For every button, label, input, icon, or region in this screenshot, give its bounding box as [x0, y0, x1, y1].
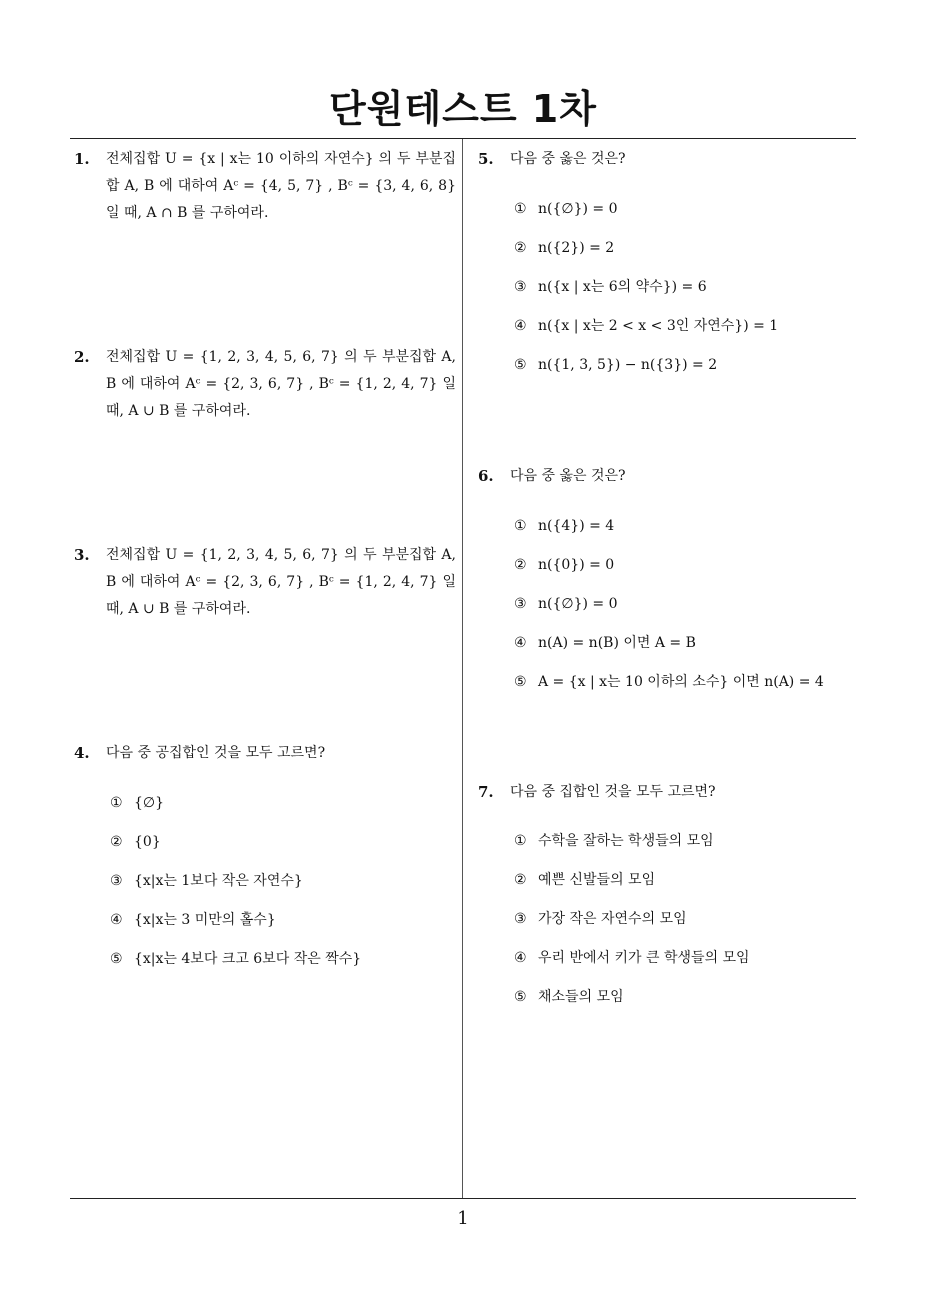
question-number: 4. [74, 744, 90, 762]
question-text: 다음 중 옳은 것은? [510, 151, 626, 167]
question-number: 1. [74, 150, 90, 168]
question-text: 다음 중 집합인 것을 모두 고르면? [510, 784, 716, 800]
option-2[interactable]: ② n({2}) = 2 [514, 240, 615, 256]
top-rule [70, 138, 856, 139]
question-text: 전체집합 U = {x | x는 10 이하의 자연수} 의 두 부분집합 A, B 에 대하여 Aᶜ = {4, 5, 7} , Bᶜ = {3, 4, 6, 8} 일 때, A ∩ B 를 구하여라. [106, 151, 456, 221]
option-2[interactable]: ② 예쁜 신발들의 모임 [514, 872, 656, 888]
page-title: 단원테스트 1차 [329, 87, 597, 131]
option-1[interactable]: ① {∅} [110, 795, 165, 811]
bottom-rule [70, 1198, 856, 1199]
column-divider [462, 139, 463, 1198]
question-text: 전체집합 U = {1, 2, 3, 4, 5, 6, 7} 의 두 부분집합 A, B 에 대하여 Aᶜ = {2, 3, 6, 7} , Bᶜ = {1, 2, 4, 7} 일 때, A ∪ B 를 구하여라. [106, 547, 456, 617]
question-6-options [514, 516, 824, 711]
question-text: 전체집합 U = {1, 2, 3, 4, 5, 6, 7} 의 두 부분집합 A, B 에 대하여 Aᶜ = {2, 3, 6, 7} , Bᶜ = {1, 2, 4, 7} 일 때, A ∪ B 를 구하여라. [106, 349, 456, 419]
option-3[interactable]: ③ 가장 작은 자연수의 모임 [514, 911, 687, 927]
option-1[interactable]: ① n({4}) = 4 [514, 518, 615, 534]
question-7-options [514, 831, 750, 1026]
option-4[interactable]: ④ n({x | x는 2 < x < 3인 자연수}) = 1 [514, 318, 779, 334]
question-number: 5. [478, 150, 494, 168]
option-5[interactable]: ⑤ n({1, 3, 5}) − n({3}) = 2 [514, 357, 718, 373]
option-5[interactable]: ⑤ 채소들의 모임 [514, 989, 624, 1005]
page-number: 1 [457, 1208, 469, 1229]
option-2[interactable]: ② n({0}) = 0 [514, 557, 615, 573]
question-number: 3. [74, 546, 90, 564]
option-1[interactable]: ① n({∅}) = 0 [514, 201, 618, 217]
option-4[interactable]: ④ n(A) = n(B) 이면 A = B [514, 635, 696, 651]
option-2[interactable]: ② {0} [110, 834, 161, 850]
option-3[interactable]: ③ n({∅}) = 0 [514, 596, 618, 612]
question-4-options [110, 793, 361, 988]
option-3[interactable]: ③ n({x | x는 6의 약수}) = 6 [514, 279, 707, 295]
question-number: 6. [478, 467, 494, 485]
question-text: 다음 중 옳은 것은? [510, 468, 626, 484]
option-4[interactable]: ④ {x|x는 3 미만의 홀수} [110, 912, 276, 928]
option-5[interactable]: ⑤ {x|x는 4보다 크고 6보다 작은 짝수} [110, 951, 362, 967]
question-5-options [514, 199, 778, 394]
option-4[interactable]: ④ 우리 반에서 키가 큰 학생들의 모임 [514, 950, 750, 966]
question-number: 2. [74, 348, 90, 366]
option-1[interactable]: ① 수학을 잘하는 학생들의 모임 [514, 833, 714, 849]
option-3[interactable]: ③ {x|x는 1보다 작은 자연수} [110, 873, 303, 889]
question-text: 다음 중 공집합인 것을 모두 고르면? [106, 745, 326, 761]
question-number: 7. [478, 783, 494, 801]
option-5[interactable]: ⑤ A = {x | x는 10 이하의 소수} 이면 n(A) = 4 [514, 674, 824, 690]
